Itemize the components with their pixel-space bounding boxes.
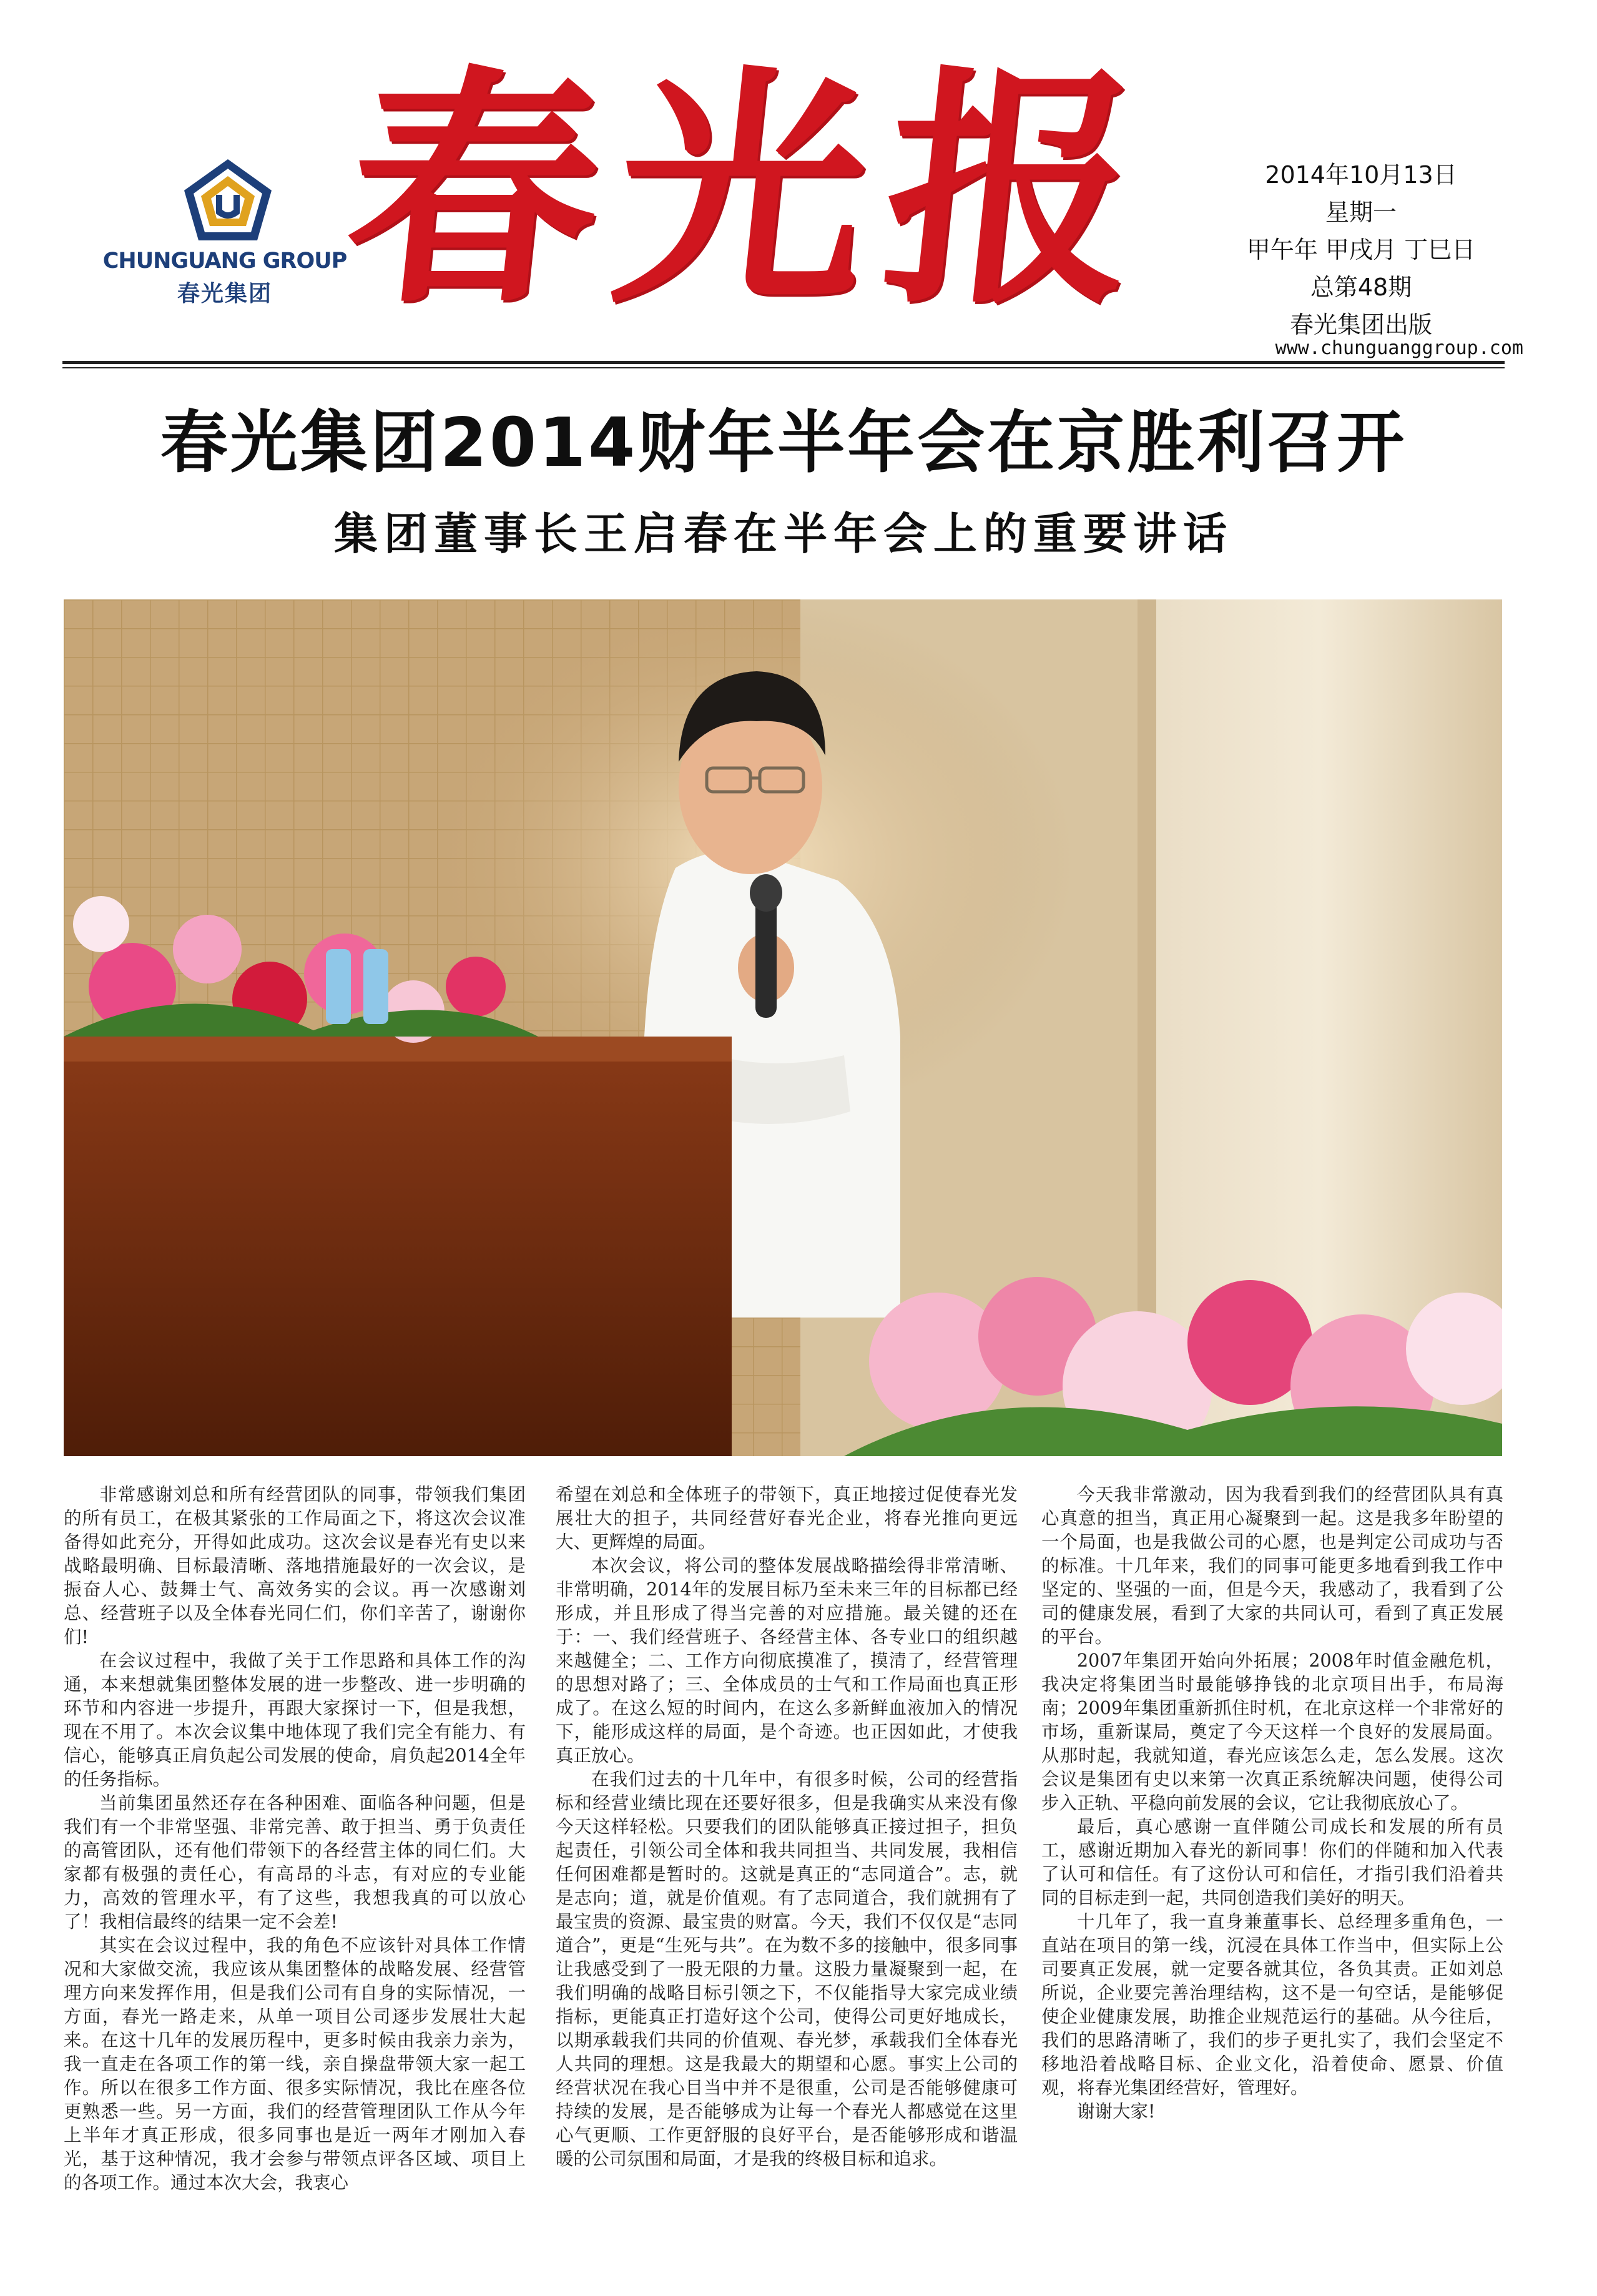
issue-number: 总第48期: [1310, 273, 1412, 301]
article-subheadline: 集团董事长王启春在半年会上的重要讲话: [334, 508, 1233, 559]
issue-date: 2014年10月13日: [1265, 161, 1457, 189]
paragraph: 当前集团虽然还存在各种困难、面临各种问题，但是我们有一个非常坚强、非常完善、敢于担当、勇于负责任的高管团队，还有他们带领下的各经营主体的同仁们。大家都有极强的责任心，有高昂的斗志，有对应的专业能力，高效的管理水平，有了这些，我想我真的可以放心了！我相信最终的结果一定不会差!: [64, 1793, 526, 1932]
issue-weekday: 星期一: [1325, 199, 1397, 226]
header-rule-thin: [62, 367, 1505, 368]
paragraph: 希望在刘总和全体班子的带领下，真正地接过促使春光发展壮大的担子，共同经营好春光企业，将春光推向更远大、更辉煌的局面。: [556, 1484, 1018, 1552]
paragraph: 谢谢大家!: [1077, 2101, 1156, 2122]
website-link[interactable]: www.chunguanggroup.com: [1275, 337, 1523, 359]
article-column-1: [64, 1483, 526, 2245]
paragraph: 在我们过去的十几年中，有很多时候，公司的经营指标和经营业绩比现在还要好很多，但是我确实从来没有像今天这样轻松。只要我们的团队能够真正接过担子，担负起责任，引领公司全体和我共同担当、共同发展，我相信任何困难都是暂时的。这就是真正的“志同道合”。志，就是志向；道，就是价值观。有了志同道合，我们就拥有了最宝贵的资源、最宝贵的财富。今天，我们不仅仅是“志同道合”，更是“生死与共”。在为数不多的接触中，很多同事让我感受到了一股无限的力量。这股力量凝聚到一起，在我们明确的战略目标引领之下，不仅能指导大家完成业绩指标，更能真正打造好这个公司，使得公司更好地成长，以期承载我们共同的价值观、春光梦，承载我们全体春光人共同的理想。这是我最大的期望和心愿。事实上公司的经营状况在我心目当中并不是很重，公司是否能够健康可持续的发展，是否能够成为让每一个春光人都感觉在这里心气更顺、工作更舒服的良好平台，是否能够形成和谐温暖的公司氛围和局面，才是我的终极目标和追求。: [556, 1769, 1018, 2169]
issue-info: [1224, 156, 1498, 343]
article-headline: 春光集团2014财年半年会在京胜利召开: [160, 404, 1407, 482]
paragraph: 今天我非常激动，因为我看到我们的经营团队具有真心真意的担当，真正用心凝聚到一起。这是我多年盼望的一个局面，也是我做公司的心愿，也是判定公司成功与否的标准。十几年来，我们的同事可能更多地看到我工作中坚定的、坚强的一面，但是今天，我感动了，我看到了公司的健康发展，看到了大家的共同认可，看到了真正发展的平台。: [1041, 1484, 1503, 1647]
issue-publisher: 春光集团出版: [1289, 311, 1432, 338]
newspaper-masthead: 春光报: [334, 44, 1171, 337]
logo-chinese-name: 春光集团: [177, 281, 272, 307]
speaker-at-podium-image: [64, 599, 1502, 1456]
issue-lunar-date: 甲午年 甲戌月 丁巳日: [1246, 236, 1476, 264]
header-rule: [62, 361, 1505, 364]
paragraph: 在会议过程中，我做了关于工作思路和具体工作的沟通，本来想就集团整体发展的进一步整改、进一步明确的环节和内容进一步提升，再跟大家探讨一下，但是我想，现在不用了。本次会议集中地体现了我们完全有能力、有信心，能够真正肩负起公司发展的使命，肩负起2014全年的任务指标。: [64, 1650, 526, 1790]
paragraph: 最后，真心感谢一直伴随公司成长和发展的所有员工，感谢近期加入春光的新同事！你们的伴随和加入代表了认可和信任。有了这份认可和信任，才指引我们沿着共同的目标走到一起，共同创造我们美好的明天。: [1041, 1816, 1503, 1908]
group-logo: [100, 156, 350, 307]
paragraph: 其实在会议过程中，我的角色不应该针对具体工作情况和大家做交流，我应该从集团整体的战略发展、经营管理方向来发挥作用，但是我们公司有自身的实际情况，一方面，春光一路走来，从单一项目公司逐步发展壮大起来。在这十几年的发展历程中，更多时候由我亲力亲为，我一直走在各项工作的第一线，亲自操盘带领大家一起工作。所以在很多工作方面、很多实际情况，我比在座各位更熟悉一些。另一方面，我们的经营管理团队工作从今年上半年才真正形成，很多同事也是近一两年才刚加入春光，基于这种情况，我才会参与带领点评各区域、项目上的各项工作。通过本次大会，我衷心: [64, 1935, 526, 2193]
paragraph: 本次会议，将公司的整体发展战略描绘得非常清晰、非常明确，2014年的发展目标乃至未来三年的目标都已经形成，并且形成了得当完善的对应措施。最关键的还在于：一、我们经营班子、各经营主体、各专业口的组织越来越健全；二、工作方向彻底摸准了，摸清了，经营管理的思想对路了；三、全体成员的士气和工作局面也真正形成了。在这么短的时间内，在这么多新鲜血液加入的情况下，能形成这样的局面，是个奇迹。也正因如此，才使我真正放心。: [556, 1555, 1018, 1766]
article-column-2: [556, 1483, 1018, 2245]
article-column-3: [1041, 1483, 1503, 2245]
logo-english-name: CHUNGUANG GROUP: [102, 249, 347, 273]
paragraph: 2007年集团开始向外拓展；2008年时值金融危机，我决定将集团当时最能够挣钱的北京项目出手，布局海南；2009年集团重新抓住时机，在北京这样一个非常好的市场，重新谋局，奠定了今天这样一个良好的发展局面。从那时起，我就知道，春光应该怎么走，怎么发展。这次会议是集团有史以来第一次真正系统解决问题，使得公司步入正轨、平稳向前发展的会议，它让我彻底放心了。: [1041, 1650, 1503, 1813]
chunguang-logo-icon: [181, 156, 275, 244]
article-photo: [64, 599, 1502, 1456]
paragraph: 非常感谢刘总和所有经营团队的同事，带领我们集团的所有员工，在极其紧张的工作局面之下，将这次会议准备得如此充分，开得如此成功。这次会议是春光有史以来战略最明确、目标最清晰、落地措施最好的一次会议，是振奋人心、鼓舞士气、高效务实的会议。再一次感谢刘总、经营班子以及全体春光同仁们，你们辛苦了，谢谢你们!: [64, 1484, 526, 1647]
paragraph: 十几年了，我一直身兼董事长、总经理多重角色，一直站在项目的第一线，沉浸在具体工作当中，但实际上公司要真正发展，就一定要各就其位，各负其责。正如刘总所说，企业要完善治理结构，这不是一句空话，是能够促使企业健康发展，助推企业规范运行的基础。从今往后，我们的思路清晰了，我们的步子更扎实了，我们会坚定不移地沿着战略目标、企业文化，沿着使命、愿景、价值观，将春光集团经营好，管理好。: [1041, 1911, 1503, 2098]
